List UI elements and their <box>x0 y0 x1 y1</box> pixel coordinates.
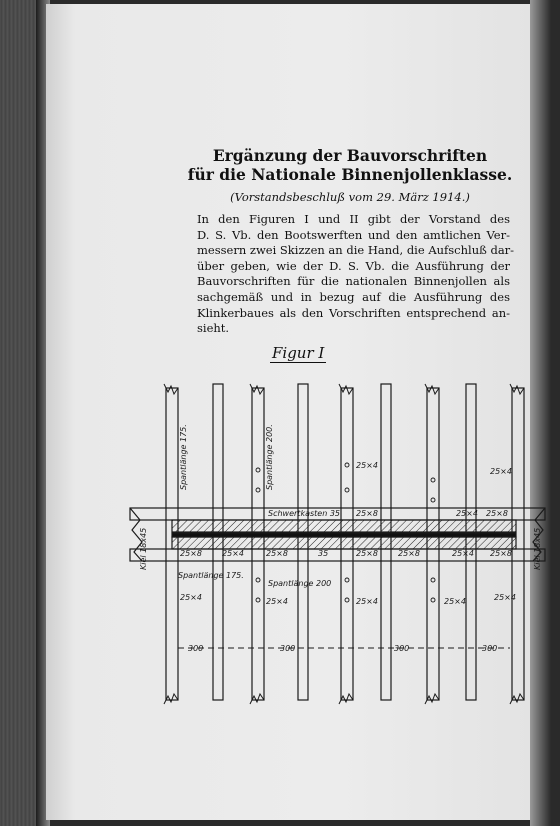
dim-label: 25×4 <box>490 467 512 476</box>
dim-label: 25×4 <box>180 593 202 602</box>
body-line: In den Figuren I und II gibt der Vorstand des <box>197 212 510 226</box>
dim-label: 25×8 <box>356 549 378 558</box>
dim-label: 25×8 <box>266 549 288 558</box>
dim-label: 25×4 <box>444 597 466 606</box>
dim-label: 25×8 <box>356 509 378 518</box>
label-spantlaenge-175-top: Spantlänge 175. <box>179 424 188 490</box>
body-line: sieht. <box>197 321 230 336</box>
dim-label: 25×4 <box>456 509 478 518</box>
dim-label: 25×4 <box>356 597 378 606</box>
heading-line-2: für die Nationale Binnenjollenklasse. <box>187 165 513 184</box>
dim-label: 25×4 <box>266 597 288 606</box>
label-spantlaenge-175-bottom: Spantlänge 175. <box>178 571 244 580</box>
dim-300: 300 <box>188 644 204 653</box>
dim-label: 25×4 <box>494 593 516 602</box>
body-line: Klinkerbaues als den Vorschriften entsprechend an- <box>197 305 510 320</box>
label-spantlaenge-200-bottom: Spantlänge 200 <box>268 579 332 588</box>
label-spantlaenge-200-top: Spantlänge 200. <box>265 424 274 490</box>
label-kiel-right: Kiel 18x45 <box>533 527 542 570</box>
dim-300: 300 <box>394 644 410 653</box>
dim-label: 25×8 <box>486 509 508 518</box>
heading-line-1: Ergänzung der Bauvorschriften <box>212 146 488 165</box>
dim-label: 25×4 <box>452 549 474 558</box>
body-line: über geben, wie der D. S. Vb. die Ausführung der <box>197 258 510 273</box>
figure-label: Figur I <box>272 344 325 362</box>
dim-300: 300 <box>280 644 296 653</box>
label-schwertkasten: Schwertkasten 35 <box>268 509 340 518</box>
dim-label: 25×8 <box>180 549 202 558</box>
body-line: messern zwei Skizzen an die Hand, die Aufschluß dar- <box>197 243 515 258</box>
dim-label: 25×4 <box>222 549 244 558</box>
dim-300: 300 <box>482 644 498 653</box>
body-line: D. S. Vb. den Bootswerften und den amtlichen Ver- <box>197 227 510 242</box>
subtitle: (Vorstandsbeschluß vom 29. März 1914.) <box>230 190 470 204</box>
dim-label: 25×8 <box>490 549 512 558</box>
body-line: sachgemäß und in bezug auf die Ausführung des <box>197 289 510 304</box>
body-line: Bauvorschriften für die nationalen Binnenjollen als <box>197 274 510 289</box>
dim-label: 25×8 <box>398 549 420 558</box>
label-kiel-left: Kiel 18x45 <box>139 527 148 570</box>
dim-label: 35 <box>318 549 329 558</box>
dim-label: 25×4 <box>356 461 378 470</box>
